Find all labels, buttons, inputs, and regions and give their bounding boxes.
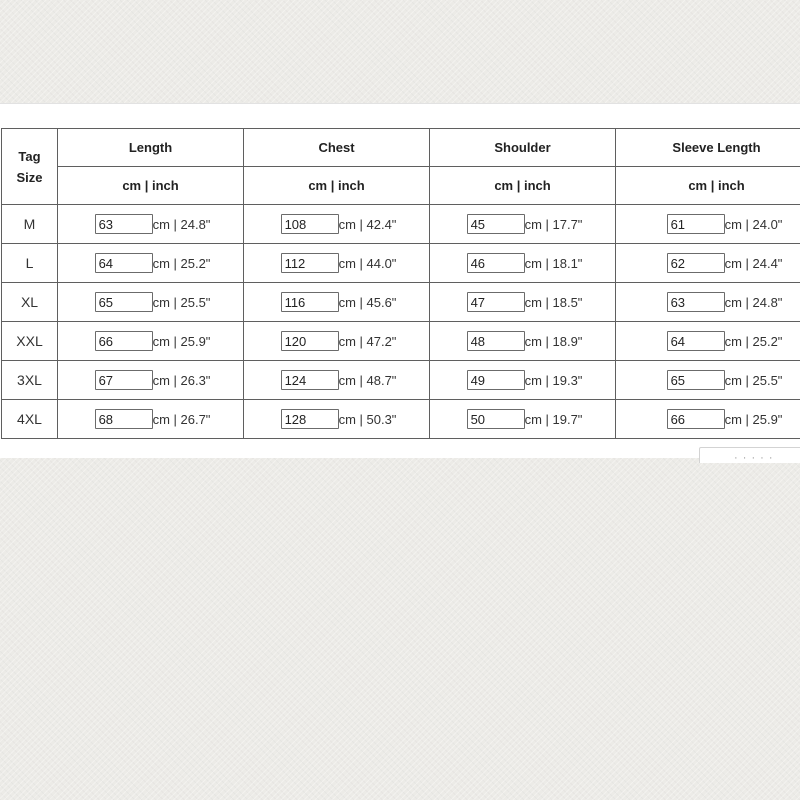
length-value-group bbox=[95, 292, 211, 312]
sleeve-length-cell bbox=[616, 244, 800, 283]
corner-tab-button[interactable] bbox=[699, 447, 800, 463]
chest-cell bbox=[244, 283, 430, 322]
chest-inch-text: cm | 50.3" bbox=[338, 411, 397, 427]
shoulder-value-group bbox=[467, 214, 583, 234]
length-cell bbox=[58, 322, 244, 361]
tag-size-header-line1: Tag bbox=[18, 148, 41, 164]
tag-size-header bbox=[2, 129, 58, 205]
chest-cm-input[interactable] bbox=[281, 331, 339, 351]
chest-inch-text: cm | 44.0" bbox=[338, 255, 397, 271]
length-inch-text: cm | 25.5" bbox=[152, 294, 211, 310]
size-chart-table bbox=[1, 128, 800, 439]
sleeve-length-cell bbox=[616, 400, 800, 439]
length-cell bbox=[58, 400, 244, 439]
length-inch-text: cm | 25.9" bbox=[152, 333, 211, 349]
shoulder-inch-text: cm | 17.7" bbox=[524, 216, 583, 232]
table-row bbox=[2, 283, 800, 322]
chest-value-group bbox=[281, 214, 397, 234]
length-cm-input[interactable] bbox=[95, 409, 153, 429]
sleeve-length-cell bbox=[616, 322, 800, 361]
corner-tab-label: · · · · · bbox=[734, 452, 774, 463]
column-header-chest: Chest bbox=[244, 129, 430, 167]
chest-cell bbox=[244, 205, 430, 244]
shoulder-cm-input[interactable] bbox=[467, 214, 525, 234]
chest-cm-input[interactable] bbox=[281, 409, 339, 429]
chest-value-group bbox=[281, 292, 397, 312]
length-cm-input[interactable] bbox=[95, 292, 153, 312]
chest-value-group bbox=[281, 370, 397, 390]
tag-size-cell: L bbox=[2, 244, 58, 283]
length-cm-input[interactable] bbox=[95, 253, 153, 273]
chest-cm-input[interactable] bbox=[281, 253, 339, 273]
length-inch-text: cm | 26.7" bbox=[152, 411, 211, 427]
sleeve-length-value-group bbox=[667, 214, 783, 234]
sleeve-length-inch-text: cm | 25.5" bbox=[724, 372, 783, 388]
length-inch-text: cm | 26.3" bbox=[152, 372, 211, 388]
column-header-sleeve-length: Sleeve Length bbox=[616, 129, 800, 167]
header-row-units bbox=[2, 167, 800, 205]
chest-cm-input[interactable] bbox=[281, 214, 339, 234]
table-row bbox=[2, 244, 800, 283]
shoulder-cm-input[interactable] bbox=[467, 409, 525, 429]
shoulder-cell bbox=[430, 400, 616, 439]
shoulder-cell bbox=[430, 244, 616, 283]
shoulder-value-group bbox=[467, 253, 583, 273]
column-unit-length: cm | inch bbox=[58, 167, 244, 205]
length-cell bbox=[58, 205, 244, 244]
length-value-group bbox=[95, 214, 211, 234]
tag-size-cell: 3XL bbox=[2, 361, 58, 400]
shoulder-cell bbox=[430, 322, 616, 361]
length-value-group bbox=[95, 409, 211, 429]
sleeve-length-cm-input[interactable] bbox=[667, 370, 725, 390]
chest-cell bbox=[244, 400, 430, 439]
shoulder-cm-input[interactable] bbox=[467, 370, 525, 390]
tag-size-cell: 4XL bbox=[2, 400, 58, 439]
table-row bbox=[2, 322, 800, 361]
shoulder-value-group bbox=[467, 370, 583, 390]
length-cm-input[interactable] bbox=[95, 331, 153, 351]
length-cm-input[interactable] bbox=[95, 214, 153, 234]
chest-value-group bbox=[281, 253, 397, 273]
table-row bbox=[2, 400, 800, 439]
table-row bbox=[2, 205, 800, 244]
sleeve-length-value-group bbox=[667, 331, 783, 351]
column-unit-shoulder: cm | inch bbox=[430, 167, 616, 205]
chest-cm-input[interactable] bbox=[281, 292, 339, 312]
chest-cm-input[interactable] bbox=[281, 370, 339, 390]
sleeve-length-inch-text: cm | 24.0" bbox=[724, 216, 783, 232]
column-header-shoulder: Shoulder bbox=[430, 129, 616, 167]
shoulder-value-group bbox=[467, 409, 583, 429]
size-rows bbox=[2, 205, 800, 439]
shoulder-cell bbox=[430, 283, 616, 322]
sleeve-length-value-group bbox=[667, 409, 783, 429]
chest-value-group bbox=[281, 409, 397, 429]
chest-inch-text: cm | 45.6" bbox=[338, 294, 397, 310]
shoulder-value-group bbox=[467, 292, 583, 312]
length-inch-text: cm | 25.2" bbox=[152, 255, 211, 271]
table-row bbox=[2, 361, 800, 400]
sleeve-length-inch-text: cm | 25.2" bbox=[724, 333, 783, 349]
sleeve-length-cell bbox=[616, 205, 800, 244]
sleeve-length-cell bbox=[616, 361, 800, 400]
chest-cell bbox=[244, 322, 430, 361]
shoulder-inch-text: cm | 18.5" bbox=[524, 294, 583, 310]
length-cell bbox=[58, 361, 244, 400]
tag-size-cell: XXL bbox=[2, 322, 58, 361]
chest-value-group bbox=[281, 331, 397, 351]
column-unit-chest: cm | inch bbox=[244, 167, 430, 205]
sleeve-length-inch-text: cm | 25.9" bbox=[724, 411, 783, 427]
chest-inch-text: cm | 42.4" bbox=[338, 216, 397, 232]
shoulder-cell bbox=[430, 205, 616, 244]
sleeve-length-cm-input[interactable] bbox=[667, 331, 725, 351]
length-cell bbox=[58, 244, 244, 283]
shoulder-cell bbox=[430, 361, 616, 400]
sleeve-length-value-group bbox=[667, 292, 783, 312]
chest-cell bbox=[244, 361, 430, 400]
header-row-titles bbox=[2, 129, 800, 167]
tag-size-header-line2: Size bbox=[16, 169, 43, 185]
chest-inch-text: cm | 48.7" bbox=[338, 372, 397, 388]
shoulder-inch-text: cm | 18.9" bbox=[524, 333, 583, 349]
shoulder-inch-text: cm | 18.1" bbox=[524, 255, 583, 271]
chest-cell bbox=[244, 244, 430, 283]
length-value-group bbox=[95, 370, 211, 390]
sleeve-length-inch-text: cm | 24.4" bbox=[724, 255, 783, 271]
tag-size-cell: M bbox=[2, 205, 58, 244]
sleeve-length-cm-input[interactable] bbox=[667, 253, 725, 273]
length-inch-text: cm | 24.8" bbox=[152, 216, 211, 232]
chest-inch-text: cm | 47.2" bbox=[338, 333, 397, 349]
sleeve-length-cm-input[interactable] bbox=[667, 214, 725, 234]
column-unit-sleeve-length: cm | inch bbox=[616, 167, 800, 205]
length-cell bbox=[58, 283, 244, 322]
shoulder-cm-input[interactable] bbox=[467, 292, 525, 312]
sleeve-length-cm-input[interactable] bbox=[667, 409, 725, 429]
shoulder-inch-text: cm | 19.7" bbox=[524, 411, 583, 427]
sleeve-length-cell bbox=[616, 283, 800, 322]
length-value-group bbox=[95, 253, 211, 273]
sleeve-length-value-group bbox=[667, 253, 783, 273]
length-value-group bbox=[95, 331, 211, 351]
shoulder-value-group bbox=[467, 331, 583, 351]
shoulder-cm-input[interactable] bbox=[467, 331, 525, 351]
sleeve-length-cm-input[interactable] bbox=[667, 292, 725, 312]
column-header-length: Length bbox=[58, 129, 244, 167]
shoulder-inch-text: cm | 19.3" bbox=[524, 372, 583, 388]
sleeve-length-value-group bbox=[667, 370, 783, 390]
tag-size-cell: XL bbox=[2, 283, 58, 322]
shoulder-cm-input[interactable] bbox=[467, 253, 525, 273]
length-cm-input[interactable] bbox=[95, 370, 153, 390]
sleeve-length-inch-text: cm | 24.8" bbox=[724, 294, 783, 310]
size-chart-panel bbox=[0, 103, 800, 458]
